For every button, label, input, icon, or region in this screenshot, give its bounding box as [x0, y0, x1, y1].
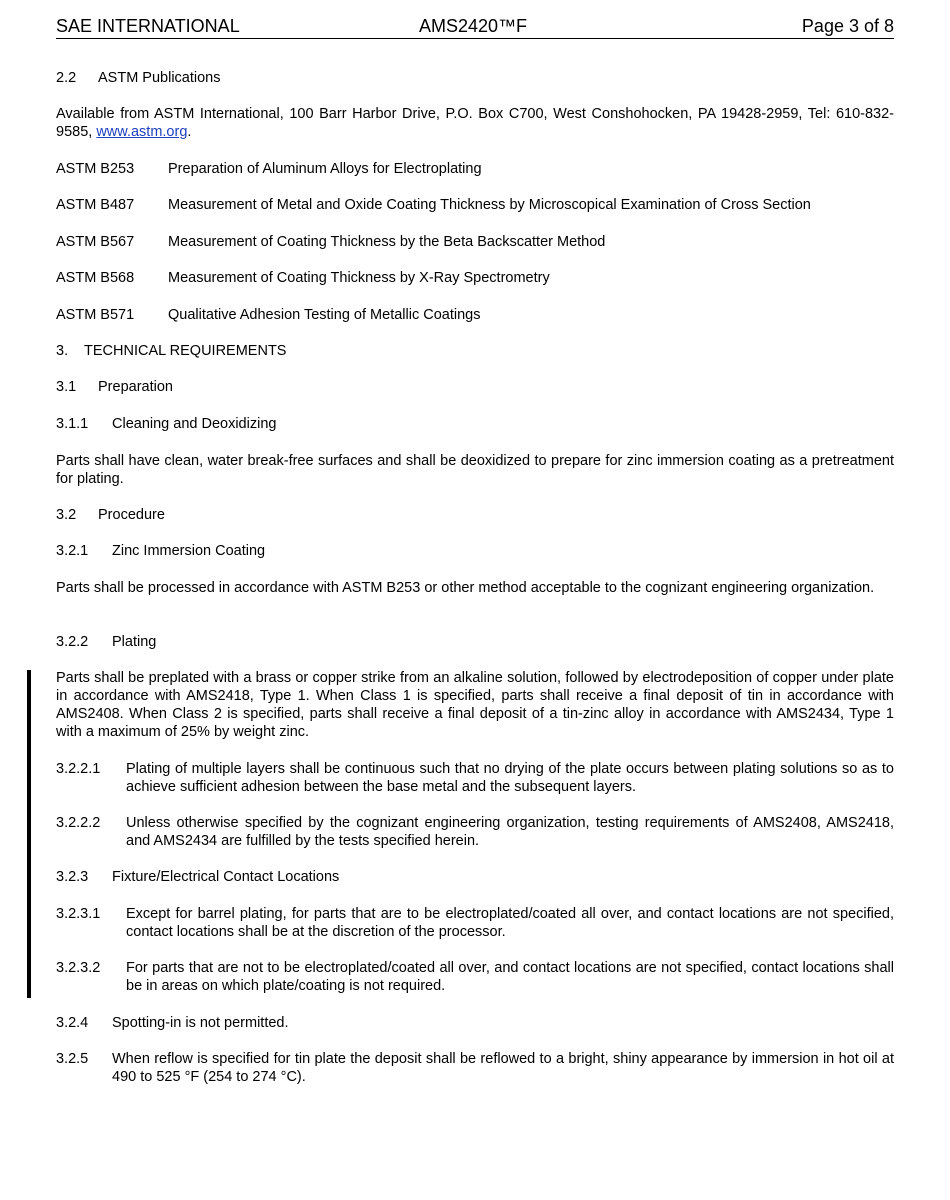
- section-title: Cleaning and Deoxidizing: [112, 416, 277, 432]
- paragraph-3-1-1: Parts shall have clean, water break-free surfaces and shall be deoxidized to prepare for zinc immersion coating as a pretreatment for plating.: [56, 453, 894, 487]
- item-3-2-5: [56, 1050, 894, 1090]
- reference-title: Qualitative Adhesion Testing of Metallic Coatings: [168, 307, 481, 323]
- item-3-2-2-1: [56, 760, 894, 800]
- reference-title: Measurement of Coating Thickness by the Beta Backscatter Method: [168, 234, 606, 250]
- section-number: 3.2.3.2: [56, 960, 101, 976]
- section-text: Plating of multiple layers shall be continuous such that no drying of the plate occurs between plating solutions so as to achieve sufficient adhesion between the base metal and the subsequent layers.: [126, 761, 894, 795]
- section-number: 3.2.4: [56, 1015, 89, 1031]
- section-title: Fixture/Electrical Contact Locations: [112, 869, 340, 885]
- reference-code: ASTM B568: [56, 270, 135, 286]
- paragraph-3-2-2: Parts shall be preplated with a brass or copper strike from an alkaline solution, followed by electrodeposition of copper under plate in accordance with AMS2418, Type 1. When Class 1 is specified, parts shall receive a final deposit of tin in accordance with AMS2408. When Class 2 is specified, parts shall receive a final deposit of a tin-zinc alloy in accordance with AMS2434, Type 1 with a maximum of 25% by weight zinc.: [56, 670, 894, 740]
- section-title: ASTM Publications: [98, 70, 221, 86]
- section-title: Procedure: [98, 507, 165, 523]
- item-3-2-3-1: [56, 905, 894, 945]
- section-number: 3.2: [56, 507, 77, 523]
- section-text: Unless otherwise specified by the cognizant engineering organization, testing requirements of AMS2408, AMS2418, and AMS2434 are fulfilled by the tests specified herein.: [126, 815, 894, 849]
- section-title: Plating: [112, 634, 157, 650]
- section-number: 3.1.1: [56, 416, 89, 432]
- section-title: TECHNICAL REQUIREMENTS: [84, 343, 287, 359]
- section-number: 3.2.3: [56, 869, 89, 885]
- availability-end: .: [187, 124, 192, 140]
- page-header: [56, 14, 894, 39]
- section-number: 3.2.2: [56, 634, 89, 650]
- item-3-2-2-2: [56, 814, 894, 854]
- section-number: 2.2: [56, 70, 77, 86]
- availability-paragraph: [56, 105, 894, 141]
- availability-text: Available from ASTM International, 100 Barr Harbor Drive, P.O. Box C700, West Conshohocken, PA 19428-2959, Tel: 610-832-9585,: [56, 106, 894, 140]
- section-title: Preparation: [98, 379, 173, 395]
- reference-title: Measurement of Metal and Oxide Coating Thickness by Microscopical Examination of Cross Section: [168, 197, 811, 213]
- header-doc-id: AMS2420™F: [419, 16, 528, 36]
- section-text: For parts that are not to be electroplated/coated all over, and contact locations are not specified, contact locations shall be in areas on which plate/coating is not required.: [126, 960, 894, 994]
- reference-code: ASTM B571: [56, 307, 135, 323]
- section-text: Spotting-in is not permitted.: [112, 1015, 289, 1031]
- reference-title: Measurement of Coating Thickness by X-Ray Spectrometry: [168, 270, 550, 286]
- section-text: When reflow is specified for tin plate the deposit shall be reflowed to a bright, shiny appearance by immersion in hot oil at 490 to 525 °F (254 to 274 °C).: [112, 1051, 894, 1085]
- revision-change-bar: [27, 670, 31, 998]
- item-3-2-3-2: [56, 959, 894, 999]
- section-text: Except for barrel plating, for parts that are to be electroplated/coated all over, and contact locations are not specified, contact locations shall be at the discretion of the processor.: [126, 906, 894, 940]
- section-number: 3.: [56, 343, 69, 359]
- reference-code: ASTM B253: [56, 161, 135, 177]
- reference-title: Preparation of Aluminum Alloys for Electroplating: [168, 161, 482, 177]
- header-org: SAE INTERNATIONAL: [56, 16, 240, 36]
- astm-website-link[interactable]: www.astm.org: [96, 124, 188, 140]
- section-number: 3.2.2.2: [56, 815, 101, 831]
- header-page-number: Page 3 of 8: [801, 16, 894, 36]
- paragraph-3-2-1: Parts shall be processed in accordance with ASTM B253 or other method acceptable to the cognizant engineering organization.: [56, 580, 875, 596]
- reference-code: ASTM B567: [56, 234, 135, 250]
- section-number: 3.1: [56, 379, 77, 395]
- section-number: 3.2.5: [56, 1051, 89, 1067]
- reference-code: ASTM B487: [56, 197, 135, 213]
- section-number: 3.2.2.1: [56, 761, 101, 777]
- section-number: 3.2.3.1: [56, 906, 101, 922]
- section-title: Zinc Immersion Coating: [112, 543, 266, 559]
- section-number: 3.2.1: [56, 543, 89, 559]
